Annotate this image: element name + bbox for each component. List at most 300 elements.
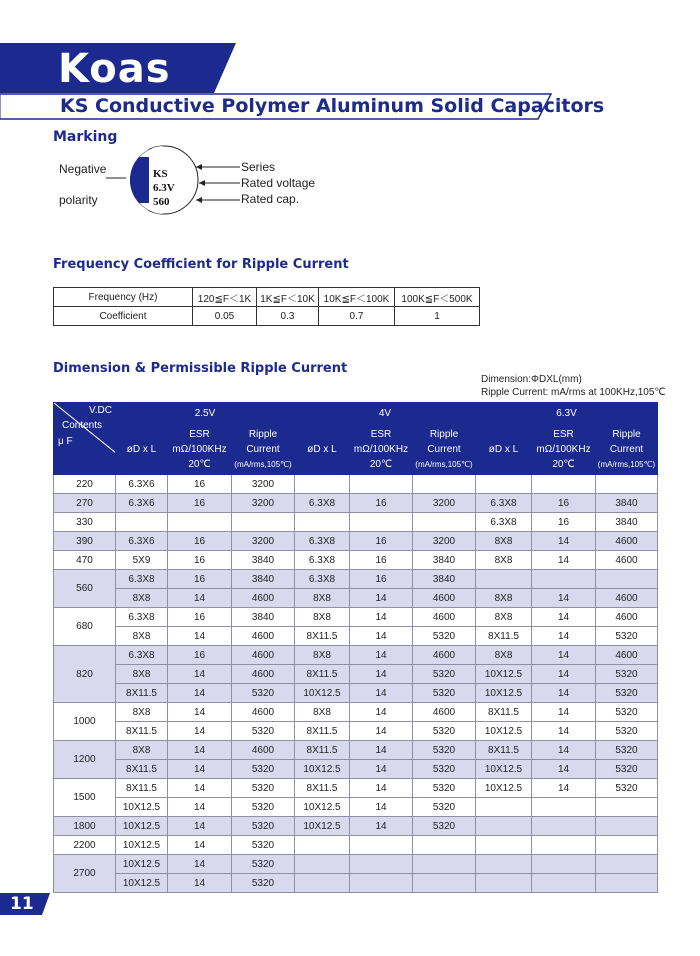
ripple-cell: 5320 <box>232 779 295 798</box>
esr-cell: 14 <box>168 855 232 874</box>
dimension-cell: 8X8 <box>116 627 168 646</box>
table-row <box>54 589 658 608</box>
dimension-cell: 8X8 <box>295 589 350 608</box>
ripple-cell: 5320 <box>413 665 476 684</box>
ripple-cell: 5320 <box>413 741 476 760</box>
dimension-cell: 6.3X8 <box>116 646 168 665</box>
esr-cell: 16 <box>532 513 596 532</box>
ripple-line: Current <box>609 443 644 455</box>
table-row <box>54 532 658 551</box>
esr-cell: 14 <box>532 646 596 665</box>
ripple-line: (mA/rms,105℃) <box>234 459 292 469</box>
capacitance-cell: 1800 <box>54 817 116 836</box>
capacitance-cell: 470 <box>54 551 116 570</box>
esr-header <box>532 424 596 475</box>
table-row <box>54 798 658 817</box>
dimension-cell: 8X8 <box>116 665 168 684</box>
dl-header: øD x L <box>116 424 168 475</box>
ripple-cell: 3200 <box>232 475 295 494</box>
esr-cell <box>532 836 596 855</box>
ripple-cell: 5320 <box>596 684 658 703</box>
esr-cell: 16 <box>350 551 413 570</box>
dimension-cell: 10X12.5 <box>295 760 350 779</box>
dimension-cell: 10X12.5 <box>476 779 532 798</box>
dimension-cell: 8X11.5 <box>295 741 350 760</box>
table-row <box>54 570 658 589</box>
esr-line: mΩ/100KHz <box>172 443 227 455</box>
column-header-row <box>54 424 658 475</box>
ripple-unit-note: Ripple Current: mA/rms at 100KHz,105℃ <box>481 387 666 398</box>
esr-cell: 14 <box>350 646 413 665</box>
freq-cell: 10K≦F＜100K <box>319 288 395 307</box>
dimension-cell: 8X8 <box>476 589 532 608</box>
esr-cell: 14 <box>168 817 232 836</box>
ripple-cell <box>596 570 658 589</box>
esr-cell: 14 <box>532 684 596 703</box>
esr-cell: 16 <box>168 570 232 589</box>
dimension-cell: 6.3X8 <box>295 570 350 589</box>
ripple-cell: 4600 <box>413 646 476 665</box>
esr-cell: 14 <box>350 798 413 817</box>
esr-line: 20℃ <box>188 458 211 470</box>
ripple-cell: 5320 <box>232 817 295 836</box>
ripple-cell: 4600 <box>596 608 658 627</box>
esr-cell: 14 <box>350 665 413 684</box>
coef-cell: Coefficient <box>54 307 193 326</box>
esr-cell: 14 <box>350 722 413 741</box>
ripple-cell: 4600 <box>596 532 658 551</box>
ripple-cell <box>596 874 658 893</box>
dimension-cell: 5X9 <box>116 551 168 570</box>
esr-cell <box>532 855 596 874</box>
dimension-cell <box>116 513 168 532</box>
ripple-cell: 5320 <box>232 874 295 893</box>
capacitance-cell: 680 <box>54 608 116 646</box>
dimension-cell: 10X12.5 <box>116 817 168 836</box>
esr-cell: 14 <box>532 741 596 760</box>
esr-cell <box>532 874 596 893</box>
ripple-line: Current <box>246 443 280 455</box>
dimension-cell: 8X11.5 <box>295 779 350 798</box>
esr-cell: 14 <box>350 817 413 836</box>
ripple-cell <box>596 798 658 817</box>
ripple-line: Ripple <box>612 428 641 440</box>
esr-cell <box>350 513 413 532</box>
esr-cell: 14 <box>350 741 413 760</box>
dimension-cell <box>295 475 350 494</box>
ripple-current-table <box>53 402 658 893</box>
esr-cell <box>532 570 596 589</box>
coef-cell: 0.7 <box>319 307 395 326</box>
table-row <box>54 684 658 703</box>
ripple-cell <box>413 513 476 532</box>
ripple-table-body <box>54 475 658 893</box>
table-row <box>54 513 658 532</box>
capacitance-cell: 1200 <box>54 741 116 779</box>
dimension-cell <box>476 855 532 874</box>
ripple-cell: 5320 <box>596 703 658 722</box>
table-row <box>54 760 658 779</box>
ripple-cell: 5320 <box>596 627 658 646</box>
capacitance-cell: 2200 <box>54 836 116 855</box>
esr-cell: 14 <box>532 532 596 551</box>
esr-cell: 14 <box>532 608 596 627</box>
ripple-header <box>232 424 295 475</box>
dimension-cell <box>295 874 350 893</box>
capacitance-cell: 1500 <box>54 779 116 817</box>
table-row <box>54 551 658 570</box>
table-row <box>54 475 658 494</box>
table-row <box>54 817 658 836</box>
freq-cell: 120≦F＜1K <box>193 288 257 307</box>
vdc-label: V.DC <box>89 405 112 416</box>
dimension-cell: 8X11.5 <box>116 779 168 798</box>
ripple-cell: 5320 <box>232 760 295 779</box>
esr-cell <box>532 817 596 836</box>
ripple-line: Ripple <box>429 428 459 440</box>
dimension-unit-note: Dimension:ΦDXL(mm) <box>481 374 582 385</box>
dimension-cell: 6.3X8 <box>476 513 532 532</box>
ripple-cell: 5320 <box>596 665 658 684</box>
corner-header <box>54 403 116 475</box>
esr-cell: 14 <box>532 722 596 741</box>
dimension-cell: 8X11.5 <box>295 722 350 741</box>
page-title: KS Conductive Polymer Aluminum Solid Capacitors <box>60 95 605 117</box>
dimension-cell: 8X8 <box>295 703 350 722</box>
esr-cell: 14 <box>532 551 596 570</box>
ripple-cell: 5320 <box>413 779 476 798</box>
ripple-cell: 5320 <box>413 798 476 817</box>
ripple-cell: 3840 <box>232 551 295 570</box>
cap-capacitance-text: 560 <box>153 196 170 208</box>
esr-cell: 14 <box>350 703 413 722</box>
voltage-6-3v: 6.3V <box>476 403 658 424</box>
capacitor-marking-diagram <box>100 145 250 225</box>
esr-cell <box>350 874 413 893</box>
dimension-cell <box>476 475 532 494</box>
dimension-cell <box>476 798 532 817</box>
esr-cell: 16 <box>168 532 232 551</box>
coef-cell: 1 <box>395 307 480 326</box>
ripple-cell: 5320 <box>596 779 658 798</box>
dimension-cell: 6.3X8 <box>295 532 350 551</box>
dimension-cell: 8X8 <box>295 646 350 665</box>
esr-cell: 14 <box>350 760 413 779</box>
ripple-cell: 5320 <box>413 817 476 836</box>
esr-cell: 14 <box>168 741 232 760</box>
ripple-cell: 3840 <box>596 513 658 532</box>
ripple-cell: 4600 <box>413 589 476 608</box>
ripple-cell <box>232 513 295 532</box>
table-row <box>54 741 658 760</box>
voltage-2-5v: 2.5V <box>116 403 295 424</box>
ripple-cell: 5320 <box>413 760 476 779</box>
ripple-line: (mA/rms,105℃) <box>415 459 473 469</box>
dimension-cell: 10X12.5 <box>476 684 532 703</box>
esr-cell: 14 <box>532 665 596 684</box>
ripple-cell: 3840 <box>232 608 295 627</box>
dimension-cell: 6.3X6 <box>116 475 168 494</box>
esr-cell: 14 <box>532 703 596 722</box>
table-row <box>54 703 658 722</box>
capacitance-cell: 270 <box>54 494 116 513</box>
ripple-cell: 3200 <box>232 532 295 551</box>
rated-voltage-label: Rated voltage <box>241 176 316 190</box>
esr-cell: 16 <box>168 646 232 665</box>
dimension-cell: 8X11.5 <box>116 722 168 741</box>
esr-cell <box>350 855 413 874</box>
ripple-cell: 4600 <box>596 589 658 608</box>
esr-cell: 14 <box>350 779 413 798</box>
ripple-cell: 3200 <box>413 494 476 513</box>
dimension-cell: 6.3X8 <box>116 608 168 627</box>
freq-cell: 1K≦F＜10K <box>257 288 319 307</box>
polarity-label: polarity <box>59 193 98 207</box>
esr-cell: 16 <box>532 494 596 513</box>
dimension-cell: 8X11.5 <box>476 627 532 646</box>
dimension-cell: 8X11.5 <box>295 627 350 646</box>
dimension-cell: 10X12.5 <box>476 665 532 684</box>
ripple-line: Current <box>427 443 461 455</box>
table-row <box>54 608 658 627</box>
esr-line: ESR <box>189 428 210 440</box>
esr-cell: 16 <box>350 494 413 513</box>
marking-heading: Marking <box>53 129 118 145</box>
esr-cell <box>350 836 413 855</box>
capacitance-cell: 2700 <box>54 855 116 893</box>
esr-cell: 16 <box>168 494 232 513</box>
ripple-cell: 5320 <box>232 684 295 703</box>
dimension-cell: 8X8 <box>476 608 532 627</box>
ripple-cell <box>413 874 476 893</box>
esr-line: mΩ/100KHz <box>536 443 591 455</box>
esr-cell: 14 <box>350 627 413 646</box>
esr-cell: 16 <box>350 532 413 551</box>
ripple-cell: 4600 <box>413 608 476 627</box>
dimension-cell: 8X8 <box>295 608 350 627</box>
voltage-header-row <box>54 403 658 424</box>
dimension-cell: 10X12.5 <box>295 817 350 836</box>
capacitance-cell: 330 <box>54 513 116 532</box>
ripple-cell: 4600 <box>596 551 658 570</box>
frequency-row <box>54 288 480 307</box>
dimension-cell <box>295 855 350 874</box>
esr-header <box>350 424 413 475</box>
dimension-cell: 8X11.5 <box>116 684 168 703</box>
dimension-cell: 8X8 <box>476 646 532 665</box>
table-row <box>54 855 658 874</box>
cap-voltage-text: 6.3V <box>153 182 175 194</box>
dimension-cell: 10X12.5 <box>476 760 532 779</box>
ripple-cell: 4600 <box>232 627 295 646</box>
esr-cell: 14 <box>532 627 596 646</box>
dimension-cell: 6.3X8 <box>116 570 168 589</box>
ripple-line: Ripple <box>248 428 278 440</box>
dimension-cell: 8X11.5 <box>116 760 168 779</box>
esr-cell: 14 <box>168 779 232 798</box>
ripple-cell: 3840 <box>413 570 476 589</box>
dimension-cell <box>476 874 532 893</box>
dimension-cell: 8X8 <box>476 532 532 551</box>
dimension-heading: Dimension & Permissible Ripple Current <box>53 361 348 376</box>
contents-label: Contents <box>62 420 103 431</box>
ripple-cell: 5320 <box>596 760 658 779</box>
coef-cell: 0.3 <box>257 307 319 326</box>
dimension-cell: 6.3X6 <box>116 532 168 551</box>
esr-cell: 14 <box>532 589 596 608</box>
esr-cell: 14 <box>350 589 413 608</box>
voltage-4v: 4V <box>295 403 476 424</box>
ripple-cell: 3840 <box>596 494 658 513</box>
esr-cell: 16 <box>168 475 232 494</box>
esr-cell: 14 <box>168 760 232 779</box>
ripple-cell: 5320 <box>596 722 658 741</box>
ripple-cell: 4600 <box>232 646 295 665</box>
esr-cell <box>532 798 596 817</box>
dimension-cell: 10X12.5 <box>476 722 532 741</box>
esr-cell: 14 <box>532 760 596 779</box>
ripple-cell: 4600 <box>232 703 295 722</box>
ripple-cell: 5320 <box>413 627 476 646</box>
esr-cell: 14 <box>168 703 232 722</box>
dimension-note <box>481 373 666 399</box>
dimension-cell: 6.3X6 <box>116 494 168 513</box>
dimension-cell <box>295 836 350 855</box>
ripple-cell <box>596 475 658 494</box>
cap-series-text: KS <box>153 168 168 180</box>
esr-cell: 14 <box>168 874 232 893</box>
esr-cell <box>350 475 413 494</box>
table-row <box>54 665 658 684</box>
brand-logo-text: Koas <box>58 46 171 92</box>
dimension-cell: 6.3X8 <box>476 494 532 513</box>
ripple-cell: 5320 <box>413 684 476 703</box>
esr-cell: 14 <box>168 836 232 855</box>
esr-cell: 14 <box>350 608 413 627</box>
esr-cell: 14 <box>168 665 232 684</box>
dimension-cell <box>476 817 532 836</box>
table-row <box>54 494 658 513</box>
capacitance-cell: 820 <box>54 646 116 703</box>
negative-label: Negative <box>59 162 107 176</box>
dimension-cell: 6.3X8 <box>295 494 350 513</box>
dimension-cell: 8X8 <box>116 703 168 722</box>
esr-cell: 14 <box>168 722 232 741</box>
dimension-cell: 10X12.5 <box>295 798 350 817</box>
ripple-cell: 3840 <box>413 551 476 570</box>
ripple-cell <box>596 836 658 855</box>
dimension-cell <box>295 513 350 532</box>
dl-header: øD x L <box>476 424 532 475</box>
capacitance-cell: 220 <box>54 475 116 494</box>
esr-line: 20℃ <box>369 458 393 470</box>
ripple-line: (mA/rms,105℃) <box>597 459 656 469</box>
capacitance-cell: 1000 <box>54 703 116 741</box>
ripple-cell <box>596 817 658 836</box>
esr-cell: 16 <box>168 551 232 570</box>
dimension-cell <box>476 836 532 855</box>
ripple-cell <box>596 855 658 874</box>
ripple-cell <box>413 475 476 494</box>
dimension-cell: 10X12.5 <box>295 684 350 703</box>
ripple-header <box>413 424 476 475</box>
esr-cell: 14 <box>350 684 413 703</box>
dimension-cell: 8X11.5 <box>295 665 350 684</box>
ripple-cell: 3840 <box>232 570 295 589</box>
ripple-cell: 4600 <box>232 589 295 608</box>
table-row <box>54 646 658 665</box>
page-number: 11 <box>10 894 34 914</box>
freq-cell: Frequency (Hz) <box>54 288 193 307</box>
uf-label: μ F <box>58 436 73 447</box>
esr-cell <box>168 513 232 532</box>
esr-line: ESR <box>553 428 574 440</box>
series-label: Series <box>241 160 276 174</box>
ripple-cell: 4600 <box>232 665 295 684</box>
ripple-cell: 3200 <box>232 494 295 513</box>
dimension-cell: 8X8 <box>116 589 168 608</box>
dimension-cell: 10X12.5 <box>116 798 168 817</box>
esr-line: ESR <box>370 428 392 440</box>
esr-cell: 16 <box>350 570 413 589</box>
table-row <box>54 722 658 741</box>
esr-cell: 14 <box>168 589 232 608</box>
ripple-cell <box>413 836 476 855</box>
ripple-cell <box>413 855 476 874</box>
ripple-cell: 3200 <box>413 532 476 551</box>
table-row <box>54 627 658 646</box>
dimension-cell: 6.3X8 <box>295 551 350 570</box>
esr-cell: 14 <box>532 779 596 798</box>
freq-cell: 100K≦F＜500K <box>395 288 480 307</box>
ripple-cell: 5320 <box>413 722 476 741</box>
table-row <box>54 874 658 893</box>
ripple-cell: 5320 <box>232 798 295 817</box>
dimension-cell: 10X12.5 <box>116 874 168 893</box>
capacitance-cell: 390 <box>54 532 116 551</box>
esr-cell: 16 <box>168 608 232 627</box>
esr-cell <box>532 475 596 494</box>
ripple-cell: 4600 <box>413 703 476 722</box>
frequency-coefficient-table <box>53 287 480 326</box>
esr-header <box>168 424 232 475</box>
dimension-cell: 8X11.5 <box>476 703 532 722</box>
coef-cell: 0.05 <box>193 307 257 326</box>
dimension-cell: 10X12.5 <box>116 836 168 855</box>
esr-cell: 14 <box>168 684 232 703</box>
ripple-header <box>596 424 658 475</box>
dl-header: øD x L <box>295 424 350 475</box>
esr-cell: 14 <box>168 798 232 817</box>
dimension-cell <box>476 570 532 589</box>
esr-line: 20℃ <box>552 458 575 470</box>
ripple-cell: 5320 <box>232 836 295 855</box>
ripple-cell: 5320 <box>596 741 658 760</box>
coefficient-row <box>54 307 480 326</box>
dimension-cell: 8X11.5 <box>476 741 532 760</box>
table-row <box>54 779 658 798</box>
rated-cap-label: Rated cap. <box>241 192 300 206</box>
ripple-cell: 4600 <box>596 646 658 665</box>
capacitance-cell: 560 <box>54 570 116 608</box>
esr-line: mΩ/100KHz <box>353 443 409 455</box>
ripple-cell: 5320 <box>232 855 295 874</box>
dimension-cell: 8X8 <box>116 741 168 760</box>
dimension-cell: 10X12.5 <box>116 855 168 874</box>
esr-cell: 14 <box>168 627 232 646</box>
table-row <box>54 836 658 855</box>
ripple-cell: 4600 <box>232 741 295 760</box>
